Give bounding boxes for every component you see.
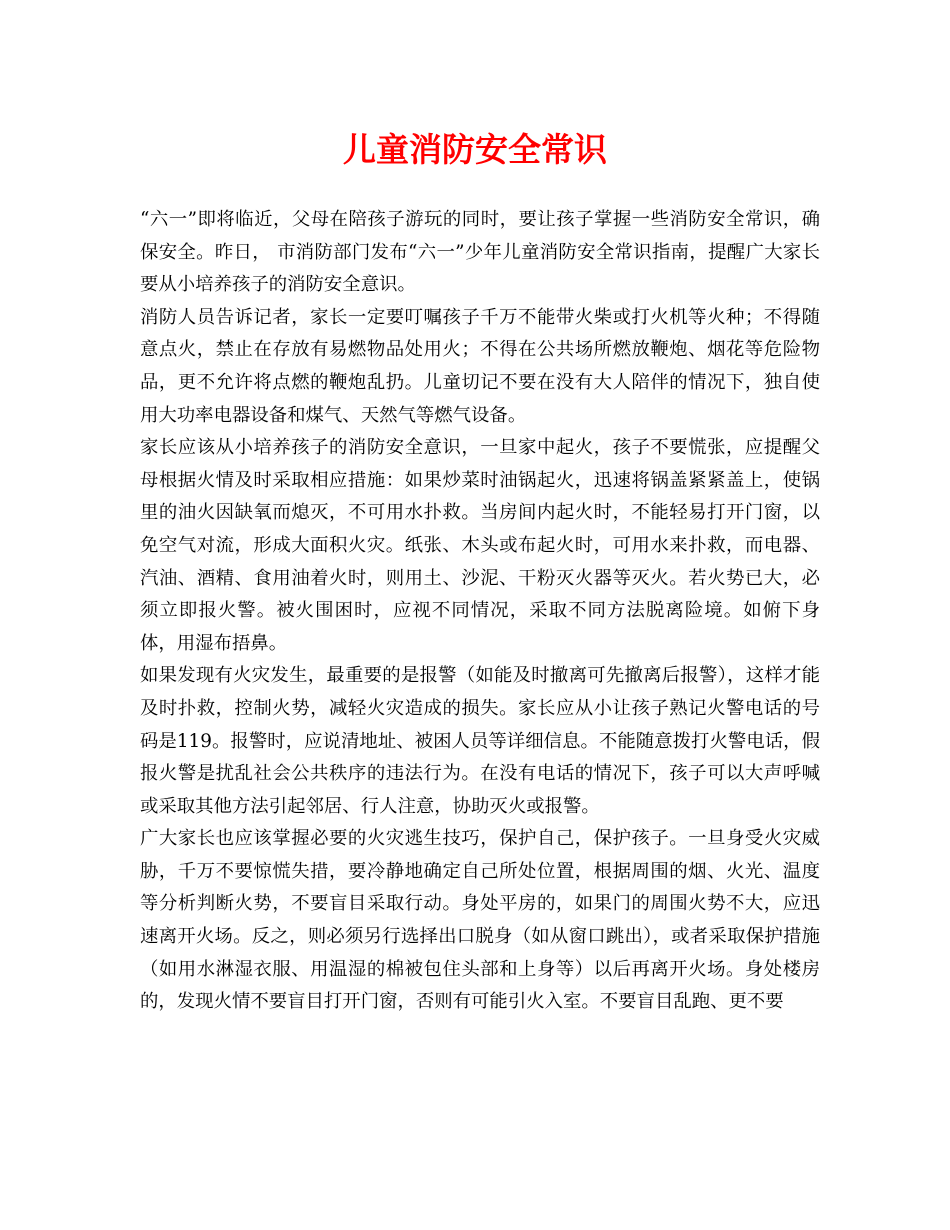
- document-body: [140, 204, 820, 1019]
- paragraph-home-fire-response: 家长应该从小培养孩子的消防安全意识，一旦家中起火，孩子不要慌张，应提醒父母根据火情及时采取相应措施：如果炒菜时油锅起火，迅速将锅盖紧紧盖上，使锅里的油火因缺氧而熄灭，不可用水扑救。当房间内起火时，不能轻易打开门窗，以免空气对流，形成大面积火灾。纸张、木头或布起火时，可用水来扑救，而电器、汽油、酒精、食用油着火时，则用土、沙泥、干粉灭火器等灭火。若火势已大，必须立即报火警。被火围困时，应视不同情况，采取不同方法脱离险境。如俯下身体，用湿布捂鼻。: [140, 437, 820, 654]
- paragraph-intro: “六一”即将临近，父母在陪孩子游玩的同时，要让孩子掌握一些消防安全常识，确保安全。昨日， 市消防部门发布“六一”少年儿童消防安全常识指南，提醒广大家长要从小培养孩子的消防安全意识。: [140, 209, 820, 296]
- document-title: 儿童消防安全常识: [343, 130, 607, 169]
- paragraph-report-fire: 如果发现有火灾发生，最重要的是报警（如能及时撤离可先撤离后报警），这样才能及时扑救，控制火势，减轻火灾造成的损失。家长应从小让孩子熟记火警电话的号码是119。报警时，应说清地址、被困人员等详细信息。不能随意拨打火警电话，假报火警是扰乱社会公共秩序的违法行为。在没有电话的情况下，孩子可以大声呼喊或采取其他方法引起邻居、行人注意，协助灭火或报警。: [140, 665, 820, 817]
- paragraph-escape-skills: 广大家长也应该掌握必要的火灾逃生技巧，保护自己，保护孩子。一旦身受火灾威胁，千万不要惊慌失措，要冷静地确定自己所处位置，根据周围的烟、火光、温度等分析判断火势，不要盲目采取行动。身处平房的，如果门的周围火势不大，应迅速离开火场。反之，则必须另行选择出口脱身（如从窗口跳出），或者采取保护措施（如用水淋湿衣服、用温湿的棉被包住头部和上身等）以后再离开火场。身处楼房的，发现火情不要盲目打开门窗，否则有可能引火入室。不要盲目乱跑、更不要: [140, 828, 820, 1013]
- paragraph-fire-sources: 消防人员告诉记者，家长一定要叮嘱孩子千万不能带火柴或打火机等火种；不得随意点火，禁止在存放有易燃物品处用火；不得在公共场所燃放鞭炮、烟花等危险物品，更不允许将点燃的鞭炮乱扔。儿童切记不要在没有大人陪伴的情况下，独自使用大功率电器设备和煤气、天然气等燃气设备。: [140, 306, 820, 426]
